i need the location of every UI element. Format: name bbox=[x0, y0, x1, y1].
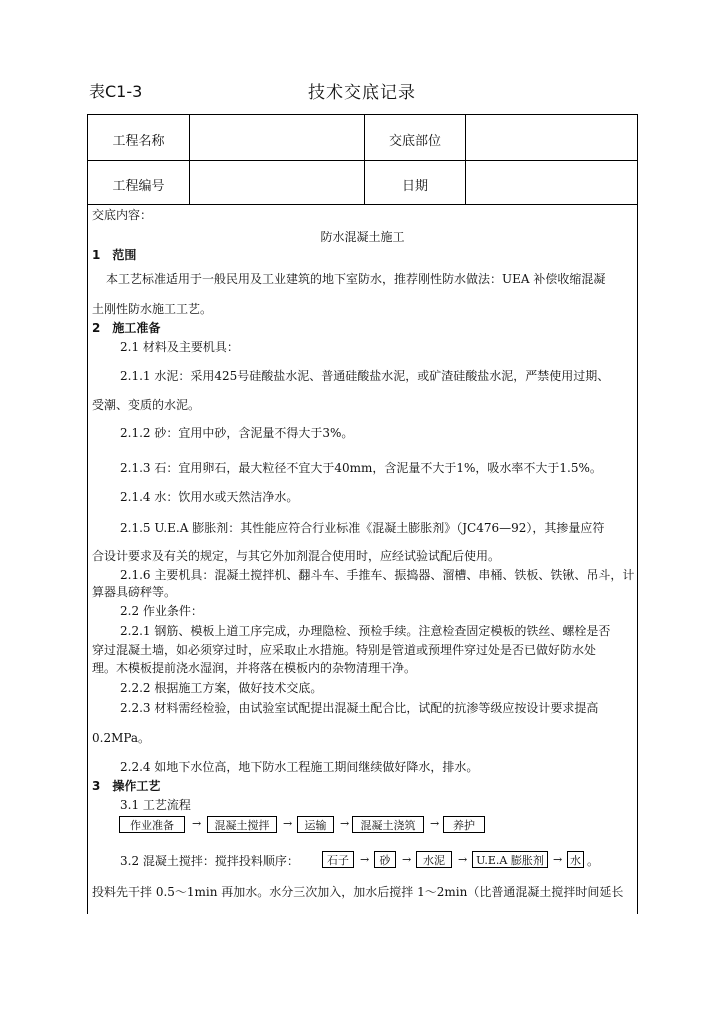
paragraph: 2.2.4 如地下水位高，地下防水工程施工期间继续做好降水，排水。 bbox=[120, 760, 479, 774]
subsection-heading: 3.1 工艺流程 bbox=[120, 798, 191, 812]
paragraph: 2.1.1 水泥：采用425号硅酸盐水泥、普通硅酸盐水泥，或矿渣硅酸盐水泥，严禁使用过期、 bbox=[120, 369, 610, 383]
flow-step-curing: 养护 bbox=[443, 816, 485, 833]
flow-step-prep: 作业准备 bbox=[119, 816, 185, 833]
page-title: 技术交底记录 bbox=[308, 83, 416, 103]
arrow-icon: → bbox=[340, 817, 350, 830]
paragraph: 2.2.1 钢筋、模板上道工序完成，办理隐检、预检手续。注意检查固定模板的铁丝、螺栓是否 bbox=[120, 624, 611, 638]
section-3-heading: 3 操作工艺 bbox=[92, 779, 161, 793]
project-name-label: 工程名称 bbox=[112, 134, 165, 149]
location-label: 交底部位 bbox=[388, 134, 441, 149]
paragraph: 2.1.2 砂：宜用中砂，含泥量不得大于3%。 bbox=[120, 426, 354, 440]
form-code: 表C1-3 bbox=[89, 82, 143, 101]
paragraph: 理。木模板提前浇水湿润，并将落在模板内的杂物清理干净。 bbox=[92, 661, 417, 675]
section-1-heading: 1 范围 bbox=[92, 248, 137, 262]
sentence-end: 。 bbox=[587, 854, 600, 868]
paragraph: 2.1.3 石：宜用卵石，最大粒径不宜大于40mm，含泥量不大于1%，吸水率不大于1.5%。 bbox=[120, 461, 602, 475]
paragraph: 算器具磅秤等。 bbox=[92, 585, 177, 599]
paragraph: 2.1.5 U.E.A 膨胀剂：其性能应符合行业标准《混凝土膨胀剂》（JC476—92），其掺量应符 bbox=[120, 521, 605, 535]
mixing-order-label: 3.2 混凝土搅拌：搅拌投料顺序： bbox=[120, 854, 299, 868]
arrow-icon: → bbox=[283, 817, 293, 830]
subsection-heading: 2.2 作业条件： bbox=[120, 604, 203, 618]
paragraph: 穿过混凝土墙，如必须穿过时，应采取止水措施。特别是管道或预埋件穿过处是否已做好防水处 bbox=[92, 643, 597, 657]
date-label: 日期 bbox=[401, 179, 428, 194]
paragraph: 土刚性防水施工工艺。 bbox=[92, 302, 213, 316]
material-uea-agent: U.E.A 膨胀剂 bbox=[472, 851, 548, 868]
paragraph: 2.2.3 材料需经检验，由试验室试配提出混凝土配合比，试配的抗渗等级应按设计要求提高 bbox=[120, 701, 599, 715]
arrow-icon: → bbox=[402, 853, 412, 866]
record-frame bbox=[87, 114, 638, 914]
material-cement: 水泥 bbox=[416, 851, 452, 868]
arrow-icon: → bbox=[553, 853, 563, 866]
content-intro: 交底内容： bbox=[92, 208, 153, 222]
arrow-icon: → bbox=[458, 853, 468, 866]
material-sand: 砂 bbox=[374, 851, 396, 868]
table-row-divider bbox=[88, 160, 637, 161]
doc-title: 防水混凝土施工 bbox=[320, 230, 405, 244]
flow-step-pouring: 混凝土浇筑 bbox=[352, 816, 424, 833]
table-col-divider bbox=[189, 115, 190, 205]
paragraph: 投料先干拌 0.5～1min 再加水。水分三次加入，加水后搅拌 1～2min（比普通混凝土搅拌时间延长 bbox=[92, 885, 624, 899]
paragraph: 本工艺标准适用于一般民用及工业建筑的地下室防水，推荐刚性防水做法：UEA 补偿收缩混凝 bbox=[106, 272, 606, 286]
material-stone: 石子 bbox=[322, 851, 354, 868]
flow-step-mixing: 混凝土搅拌 bbox=[207, 816, 277, 833]
paragraph: 受潮、变质的水泥。 bbox=[92, 398, 201, 412]
section-2-heading: 2 施工准备 bbox=[92, 321, 161, 335]
info-table bbox=[88, 115, 637, 205]
paragraph: 合设计要求及有关的规定，与其它外加剂混合使用时，应经试验试配后使用。 bbox=[92, 549, 501, 563]
arrow-icon: → bbox=[360, 853, 370, 866]
subsection-heading: 2.1 材料及主要机具： bbox=[120, 340, 239, 354]
flow-step-transport: 运输 bbox=[297, 816, 334, 833]
paragraph: 2.1.4 水：饮用水或天然洁净水。 bbox=[120, 490, 299, 504]
project-no-label: 工程编号 bbox=[112, 179, 165, 194]
table-bottom-line bbox=[88, 204, 637, 205]
arrow-icon: → bbox=[430, 817, 440, 830]
table-col-divider bbox=[465, 115, 466, 205]
paragraph: 2.1.6 主要机具：混凝土搅拌机、翻斗车、手推车、振捣器、溜槽、串桶、铁板、铁锹、吊斗，计 bbox=[120, 568, 635, 582]
arrow-icon: → bbox=[192, 817, 202, 830]
material-water: 水 bbox=[567, 851, 584, 868]
paragraph: 2.2.2 根据施工方案，做好技术交底。 bbox=[120, 681, 323, 695]
paragraph: 0.2MPa。 bbox=[92, 731, 151, 745]
